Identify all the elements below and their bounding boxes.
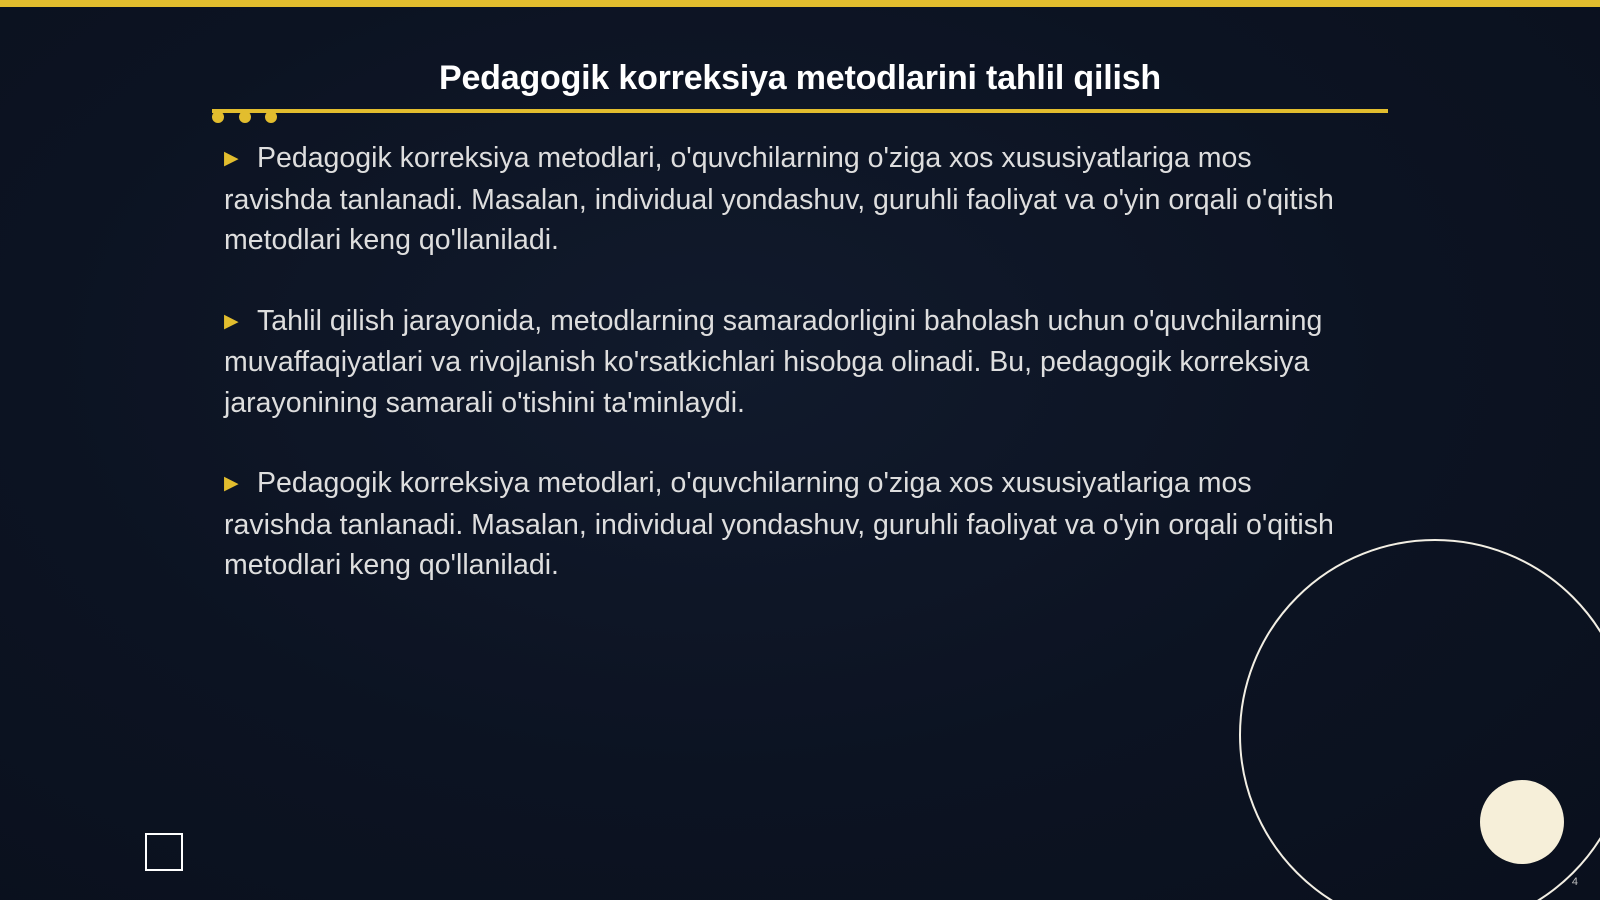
bullet-item (224, 138, 1344, 261)
bullet-item (224, 301, 1344, 424)
slide-title: Pedagogik korreksiya metodlarini tahlil qilish (438, 59, 1162, 97)
bullet-text: Pedagogik korreksiya metodlari, o'quvchilarning o'ziga xos xususiyatlariga mos ravishda tanlanadi. Masalan, individual yondashuv, guruhli faoliyat va o'yin orqali o'qitish metodlari keng qo'llaniladi. (224, 467, 1334, 581)
bullet-text: Tahlil qilish jarayonida, metodlarning samaradorligini baholash uchun o'quvchilarning muvaffaqiyatlari va rivojlanish ko'rsatkichlari hisobga olinadi. Bu, pedagogik korreksiya jarayonining samarali o'tishini ta'minlaydi. (224, 304, 1323, 419)
bullet-item (224, 463, 1344, 586)
top-accent-bar (0, 0, 1600, 7)
triangle-right-icon: ▶ (224, 473, 239, 494)
underline-dot (265, 111, 277, 123)
bullet-text: Pedagogik korreksiya metodlari, o'quvchilarning o'ziga xos xususiyatlariga mos ravishda tanlanadi. Masalan, individual yondashuv, guruhli faoliyat va o'yin orqali o'qitish metodlari keng qo'llaniladi. (224, 142, 1334, 256)
page-number: 4 (1571, 876, 1578, 888)
decorative-circle-filled (1480, 780, 1564, 864)
decorative-square (145, 833, 183, 871)
bullet-list (224, 138, 1344, 626)
underline-dot (239, 111, 251, 123)
triangle-right-icon: ▶ (224, 148, 239, 169)
underline-dot (212, 111, 224, 123)
triangle-right-icon: ▶ (224, 310, 239, 332)
title-underline (212, 109, 1388, 113)
